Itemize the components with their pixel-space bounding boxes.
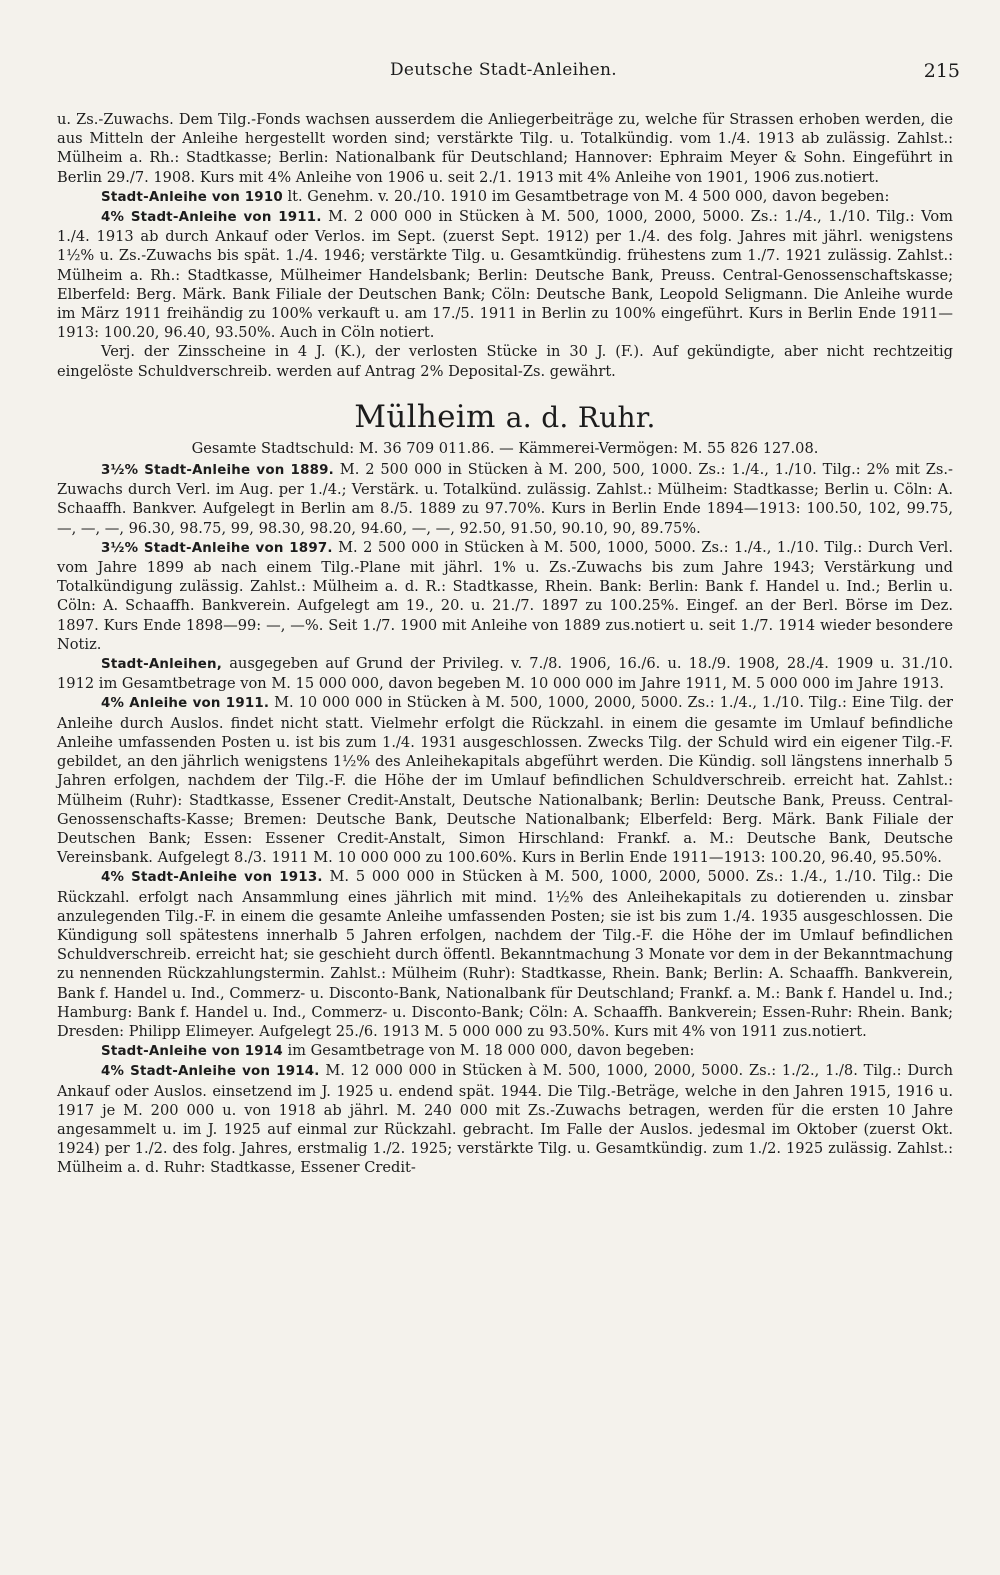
entry-heading: 4% Stadt-Anleihe von 1914. bbox=[101, 1064, 320, 1080]
entry-heading: 4% Anleihe von 1911. bbox=[101, 696, 270, 712]
section-title-suffix: a. d. Ruhr. bbox=[505, 400, 656, 434]
entry-anleihe-1914-intro bbox=[57, 1041, 953, 1061]
page-header bbox=[0, 60, 1000, 90]
entry-anleihe-1911-ruhr bbox=[57, 693, 953, 867]
running-title: Deutsche Stadt-Anleihen. bbox=[390, 60, 617, 80]
entry-heading: 4% Stadt-Anleihe von 1913. bbox=[101, 870, 323, 886]
paragraph-text: Verj. der Zinsscheine in 4 J. (K.), der verlosten Stücke in 30 J. (F.). Auf gekündigte, aber nicht rechtzeitig eingelöste Schuldverschreib. werden auf Antrag 2% Deposital-Zs. gewährt. bbox=[57, 343, 953, 380]
entry-text: M. 12 000 000 in Stücken à M. 500, 1000, 2000, 5000. Zs.: 1./2., 1./8. Tilg.: Durch Ankauf oder Auslos. einsetzend im J. 1925 u. endend spät. 1944. Die Tilg.-Beträge, welche in den Jahren 1915, 1916 u. 1917 je M. 200 000 u. von 1918 ab jährl. M. 240 000 mit Zs.-Zuwachs betragen, werden für die ersten 10 Jahre angesammelt u. im J. 1925 auf einmal zur Rückzahl. gebracht. Im Falle der Auslos. jedesmal im Oktober (zuerst Okt. 1924) per 1./2. des folg. Jahres, erstmalig 1./2. 1925; verstärkte Tilg. u. Gesamtkündig. zum 1./2. 1925 zulässig. Zahlst.: Mülheim a. d. Ruhr: Stadtkasse, Essener Credit- bbox=[57, 1062, 954, 1177]
continuation-paragraph bbox=[57, 110, 953, 187]
page-body bbox=[57, 110, 953, 1178]
entry-stadt-anleihen bbox=[57, 654, 953, 693]
paragraph-text: u. Zs.-Zuwachs. Dem Tilg.-Fonds wachsen ausserdem die Anliegerbeiträge zu, welche für Strassen erhoben werden, die aus Mitteln der Anleihe hergestellt worden sind; verstärkte Tilg. u. Totalkündig. vom 1./4. 1913 ab zulässig. Zahlst.: Mülheim a. Rh.: Stadtkasse; Berlin: Nationalbank für Deutschland; Hannover: Ephraim Meyer & Sohn. Eingeführt in Berlin 29./7. 1908. Kurs mit 4% Anleihe von 1906 u. seit 2./1. 1913 mit 4% Anleihe von 1901, 1906 zus.notiert. bbox=[57, 111, 953, 186]
entry-text: M. 10 000 000 in Stücken à M. 500, 1000, 2000, 5000. Zs.: 1./4., 1./10. Tilg.: Eine Tilg. der Anleihe durch Auslos. findet nicht statt. Vielmehr erfolgt die Rückzahl. in einem die gesamte im Umlauf befindliche Anleihe umfassenden Posten u. ist bis zum 1./4. 1931 ausgeschlossen. Zwecks Tilg. der Schuld wird ein eigener Tilg.-F. gebildet, an den jährlich wenigstens 1½% des Anleihekapitals abgeführt werden. Die Kündig. soll längstens innerhalb 5 Jahren erfolgen, nachdem der Tilg.-F. die Höhe der im Umlauf befindlichen Schuldverschreib. erreicht hat. Zahlst.: Mülheim (Ruhr): Stadtkasse, Essener Credit-Anstalt, Deutsche Nationalbank; Berlin: Deutsche Bank, Preuss. Central-Genossenschafts-Kasse; Bremen: Deutsche Bank, Deutsche Nationalbank; Elberfeld: Berg. Märk. Bank Filiale der Deutschen Bank; Essen: Essener Credit-Anstalt, Simon Hirschland: Frankf. a. M.: Deutsche Bank, Deutsche Vereinsbank. Aufgelegt 8./3. 1911 M. 10 000 000 zu 100.60%. Kurs in Berlin Ende 1911—1913: 100.20, 96.40, 95.50%. bbox=[57, 694, 954, 867]
entry-text: M. 2 500 000 in Stücken à M. 200, 500, 1000. Zs.: 1./4., 1./10. Tilg.: 2% mit Zs.-Zuwachs durch Verl. im Aug. per 1./4.; Verstärk. u. Totalkünd. zulässig. Zahlst.: Mülheim: Stadtkasse; Berlin u. Cöln: A. Schaaffh. Bankver. Aufgelegt in Berlin am 8./5. 1889 zu 97.70%. Kurs in Berlin Ende 1894—1913: 100.50, 102, 99.75, —, —, —, 96.30, 98.75, 99, 98.30, 98.20, 94.60, —, —, 92.50, 91.50, 90.10, 90, 89.75%. bbox=[57, 461, 953, 537]
verjaehrung-paragraph bbox=[57, 342, 953, 380]
entry-text: M. 2 500 000 in Stücken à M. 500, 1000, 5000. Zs.: 1./4., 1./10. Tilg.: Durch Verl. vom Jahre 1899 ab nach einem Tilg.-Plane mit jährl. 1% u. Zs.-Zuwachs bis zum Jahre 1943; Verstärkung und Totalkündigung zulässig. Zahlst.: Mülheim a. d. R.: Stadtkasse, Rhein. Bank: Berlin: Bank f. Handel u. Ind.; Berlin u. Cöln: A. Schaaffh. Bankverein. Aufgelegt am 19., 20. u. 21./7. 1897 zu 100.25%. Eingef. an der Berl. Börse im Dez. 1897. Kurs Ende 1898—99: —, —%. Seit 1./7. 1900 mit Anleihe von 1889 zus.notiert u. seit 1./7. 1914 wieder besondere Notiz. bbox=[57, 538, 953, 653]
entry-heading: Stadt-Anleihe von 1914 bbox=[101, 1044, 283, 1060]
section-heading bbox=[57, 399, 953, 435]
entry-text: lt. Genehm. v. 20./10. 1910 im Gesamtbetrage von M. 4 500 000, davon begeben: bbox=[282, 187, 890, 205]
entry-text: M. 2 000 000 in Stücken à M. 500, 1000, 2000, 5000. Zs.: 1./4., 1./10. Tilg.: Vom 1./4. 1913 ab durch Ankauf oder Verlos. im Sept. (zuerst Sept. 1912) per 1./4. des folg. Jahres mit jährl. wenigstens 1½% u. Zs.-Zuwachs bis spät. 1./4. 1946; verstärkte Tilg. u. Gesamtkündig. frühestens zum 1./7. 1921 zulässig. Zahlst.: Mülheim a. Rh.: Stadtkasse, Mülheimer Handelsbank; Berlin: Deutsche Bank, Preuss. Central-Genossenschaftskasse; Elberfeld: Berg. Märk. Bank Filiale der Deutschen Bank; Cöln: Deutsche Bank, Leopold Seligmann. Die Anleihe wurde im März 1911 freihändig zu 100% verkauft u. am 17./5. 1911 in Berlin zu 100% eingeführt. Kurs in Berlin Ende 1911—1913: 100.20, 96.40, 93.50%. Auch in Cöln notiert. bbox=[57, 208, 953, 342]
entry-anleihe-1889 bbox=[57, 460, 953, 538]
section-title-city: Mülheim bbox=[354, 398, 496, 435]
entry-stadt-anleihe-1910 bbox=[57, 187, 953, 207]
debt-summary: Gesamte Stadtschuld: M. 36 709 011.86. — Kämmerei-Vermögen: M. 55 826 127.08. bbox=[191, 439, 819, 457]
entry-anleihe-1914 bbox=[57, 1061, 953, 1177]
entry-heading: 3½% Stadt-Anleihe von 1889. bbox=[101, 463, 334, 479]
entry-heading: Stadt-Anleihe von 1910 bbox=[101, 189, 283, 205]
entry-heading: 3½% Stadt-Anleihe von 1897. bbox=[101, 540, 333, 556]
entry-anleihe-1911-rh bbox=[57, 207, 953, 342]
entry-heading: Stadt-Anleihen, bbox=[101, 657, 223, 673]
entry-anleihe-1913 bbox=[57, 867, 953, 1041]
entry-text: M. 5 000 000 in Stücken à M. 500, 1000, 2000, 5000. Zs.: 1./4., 1./10. Tilg.: Die Rückzahl. erfolgt nach Ansammlung eines jährlich mit mind. 1½% des Anleihekapitals zu dotierenden u. zinsbar anzulegenden Tilg.-F. in einem die gesamte Anleihe umfassenden Posten; sie ist bis zum 1./4. 1935 ausgeschlossen. Die Kündigung soll spätestens innerhalb 5 Jahren erfolgen, nachdem der Tilg.-F. die Höhe der im Umlauf befindlichen Schuldverschreib. erreicht hat; sie geschieht durch öffentl. Bekanntmachung 3 Monate vor dem in der Bekanntmachung zu nennenden Rückzahlungstermin. Zahlst.: Mülheim (Ruhr): Stadtkasse, Rhein. Bank; Berlin: A. Schaaffh. Bankverein, Bank f. Handel u. Ind., Commerz- u. Disconto-Bank, Nationalbank für Deutschland; Frankf. a. M.: Bank f. Handel u. Ind.; Hamburg: Bank f. Handel u. Ind., Commerz- u. Disconto-Bank; Cöln: A. Schaaffh. Bankverein; Essen-Ruhr: Rhein. Bank; Dresden: Philipp Elimeyer. Aufgelegt 25./6. 1913 M. 5 000 000 zu 93.50%. Kurs mit 4% von 1911 zus.notiert. bbox=[57, 868, 953, 1040]
entry-text: ausgegeben auf Grund der Privileg. v. 7./8. 1906, 16./6. u. 18./9. 1908, 28./4. 1909 u. 31./10. 1912 im Gesamtbetrage von M. 15 000 000, davon begeben M. 10 000 000 im Jahre 1911, M. 5 000 000 im Jahre 1913. bbox=[57, 655, 953, 693]
entry-heading: 4% Stadt-Anleihe von 1911. bbox=[101, 210, 322, 226]
entry-anleihe-1897 bbox=[57, 538, 953, 654]
entry-text: im Gesamtbetrage von M. 18 000 000, davon begeben: bbox=[282, 1042, 695, 1060]
page-number: 215 bbox=[923, 60, 960, 82]
